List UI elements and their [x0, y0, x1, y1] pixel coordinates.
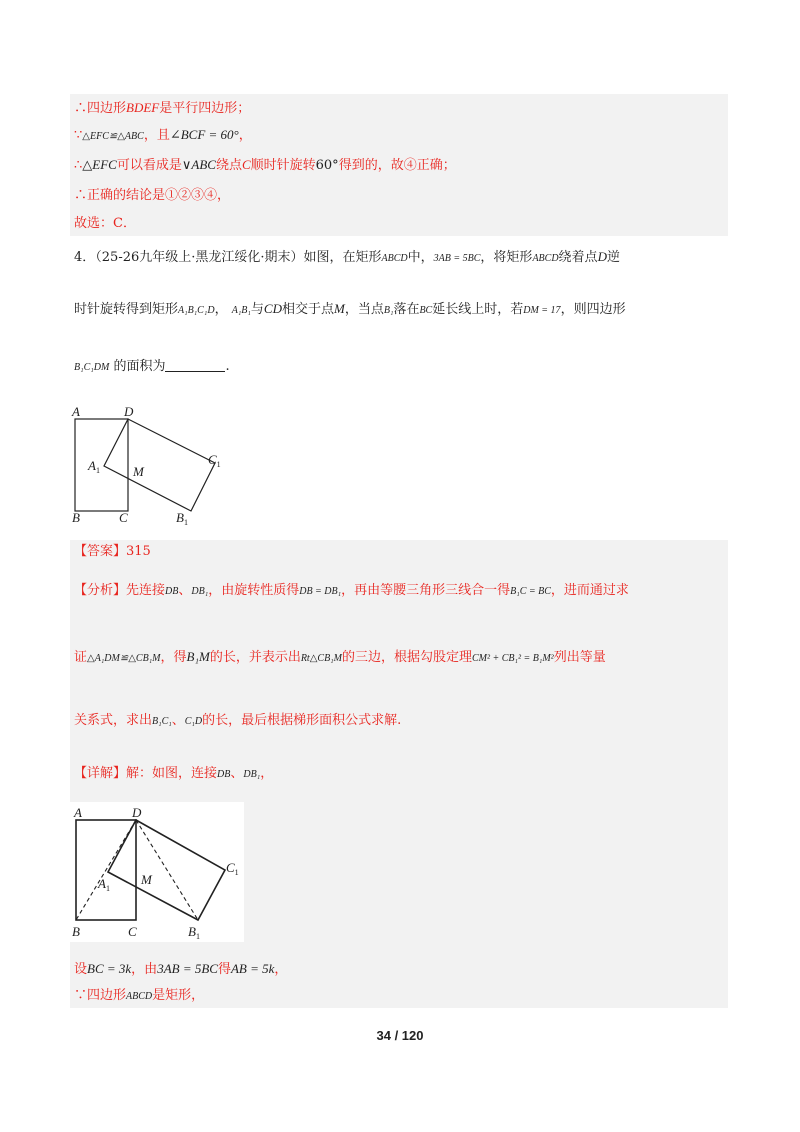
- question-line-2: 时针旋转得到矩形A₁B₁C₁D， A₁B₁与CD相交于点M，当点B₁落在BC延长线上时，若DM = 17，则四边形: [74, 301, 626, 317]
- solution-line-4: ∴正确的结论是①②③④，: [74, 188, 231, 203]
- detail-line-3: ∵四边形ABCD是矩形，: [74, 988, 205, 1003]
- analysis-line-2: 证△A₁DM≌△CB₁M，得B₁M的长，并表示出Rt△CB₁M的三边，根据勾股定理CM² + CB₁² = B₁M²列出等量: [74, 649, 606, 665]
- label-b1-detail: $B_1$: [188, 924, 200, 941]
- solution-line-2: ∵△EFC≌△ABC，且∠BCF = 60°，: [74, 127, 252, 143]
- solution-line-3: ∴△EFC可以看成是∨ABC绕点C顺时针旋转60°得到的，故④正确；: [74, 157, 456, 173]
- analysis-line-3: 关系式，求出B₁C₁、C₁D的长，最后根据梯形面积公式求解.: [74, 713, 402, 728]
- label-d: D: [124, 404, 134, 419]
- label-m: M: [133, 464, 144, 479]
- label-a: A: [72, 404, 80, 419]
- label-b-detail: B: [72, 924, 80, 939]
- answer-line: 【答案】315: [74, 544, 151, 559]
- label-d-detail: D: [132, 805, 142, 820]
- page-number: 34 / 120: [376, 1028, 424, 1043]
- answer-blank: [165, 359, 225, 372]
- detail-line-1: 【详解】解：如图，连接DB、DB₁，: [74, 766, 274, 781]
- label-b: B: [72, 510, 80, 525]
- label-a1: $A_1$: [88, 458, 100, 475]
- detail-line-2: 设BC = 3k，由3AB = 5BC得AB = 5k，: [74, 961, 288, 977]
- label-b1: $B_1$: [176, 510, 188, 527]
- label-c-detail: C: [128, 924, 137, 939]
- solution-line-1: ∴四边形BDEF是平行四边形；: [74, 100, 251, 116]
- solution-line-5: 故选：C．: [74, 216, 136, 231]
- analysis-line-1: 【分析】先连接DB、DB₁，由旋转性质得DB = DB₁，再由等腰三角形三线合一得B₁C = BC，进而通过求: [74, 583, 629, 598]
- figure-detail-diagram: [70, 802, 244, 942]
- figure-rectangle-rotation: [70, 404, 230, 529]
- label-m-detail: M: [141, 872, 152, 887]
- label-c: C: [119, 510, 128, 525]
- label-a-detail: A: [74, 805, 82, 820]
- question-line-3: B₁C₁DM 的面积为 .: [74, 359, 230, 374]
- rect-abcd: [75, 419, 128, 511]
- label-c1: $C_1$: [208, 452, 221, 469]
- label-c1-detail: $C_1$: [226, 860, 239, 877]
- rect-a1b1c1d: [104, 419, 215, 511]
- question-line-1: 4．（25-26九年级上·黑龙江绥化·期末）如图，在矩形ABCD中，3AB = 5BC，将矩形ABCD绕着点D逆: [74, 249, 620, 265]
- label-a1-detail: $A_1$: [98, 876, 110, 893]
